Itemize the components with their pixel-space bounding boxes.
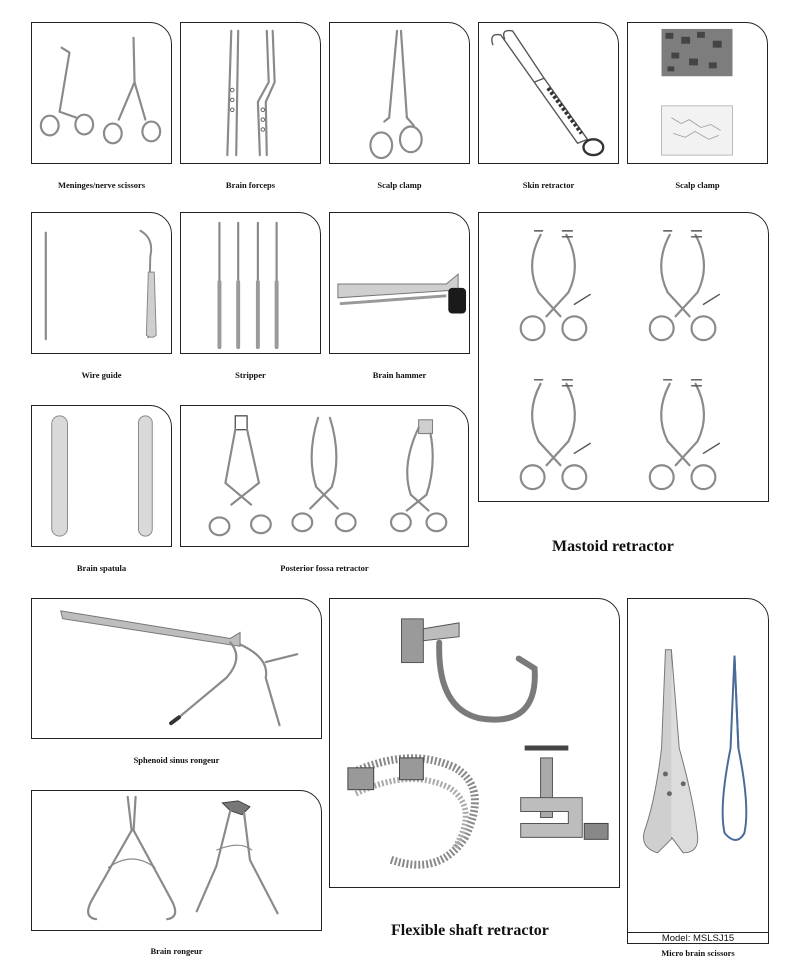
clamp-illustration xyxy=(330,23,469,163)
wire-guide-panel xyxy=(31,212,172,354)
flexible-shaft-retractor-panel xyxy=(329,598,620,888)
forceps-illustration xyxy=(181,23,320,163)
clip-illustration xyxy=(628,23,767,163)
skin-retractor-illustration xyxy=(479,23,618,163)
flexible-shaft-illustration xyxy=(330,599,619,887)
brain-rongeur-illustration xyxy=(32,791,321,930)
caption-micro-brain-scissors: Micro brain scissors xyxy=(661,948,735,958)
caption-meninges-scissors: Meninges/nerve scissors xyxy=(57,180,146,190)
caption-sphenoid-sinus-rongeur: Sphenoid sinus rongeur xyxy=(133,755,220,765)
mastoid-retractor-illustration xyxy=(479,213,768,501)
posterior-fossa-retractor-panel xyxy=(180,405,469,547)
caption-scalp-clamp-2: Scalp clamp xyxy=(675,180,720,190)
spatula-illustration xyxy=(32,406,171,546)
caption-brain-rongeur: Brain rongeur xyxy=(150,946,203,956)
stripper-illustration xyxy=(181,213,320,353)
scalp-clamp-2-panel xyxy=(627,22,768,164)
caption-brain-spatula: Brain spatula xyxy=(76,563,127,573)
hammer-illustration xyxy=(330,213,469,353)
brain-rongeur-panel xyxy=(31,790,322,931)
caption-stripper: Stripper xyxy=(235,370,266,380)
micro-scissors-illustration xyxy=(628,599,768,943)
mastoid-retractor-title: Mastoid retractor xyxy=(552,538,674,555)
caption-brain-forceps: Brain forceps xyxy=(225,180,276,190)
caption-wire-guide: Wire guide xyxy=(81,370,122,380)
skin-retractor-panel xyxy=(478,22,619,164)
mastoid-retractor-panel xyxy=(478,212,769,502)
model-label: Model: MSLSJ15 xyxy=(627,932,769,945)
micro-brain-scissors-panel xyxy=(627,598,769,944)
caption-skin-retractor: Skin retractor xyxy=(522,180,575,190)
caption-brain-hammer: Brain hammer xyxy=(372,370,427,380)
sphenoid-rongeur-illustration xyxy=(32,599,321,738)
caption-scalp-clamp: Scalp clamp xyxy=(377,180,422,190)
brain-forceps-panel xyxy=(180,22,321,164)
caption-posterior-fossa-retractor: Posterior fossa retractor xyxy=(280,563,369,573)
sphenoid-sinus-rongeur-panel xyxy=(31,598,322,739)
meninges-scissors-panel xyxy=(31,22,172,164)
wire-guide-illustration xyxy=(32,213,171,353)
scalp-clamp-panel xyxy=(329,22,470,164)
brain-hammer-panel xyxy=(329,212,470,354)
scissors-illustration xyxy=(32,23,171,163)
flexible-shaft-retractor-title: Flexible shaft retractor xyxy=(391,922,549,939)
posterior-fossa-illustration xyxy=(181,406,468,546)
stripper-panel xyxy=(180,212,321,354)
brain-spatula-panel xyxy=(31,405,172,547)
